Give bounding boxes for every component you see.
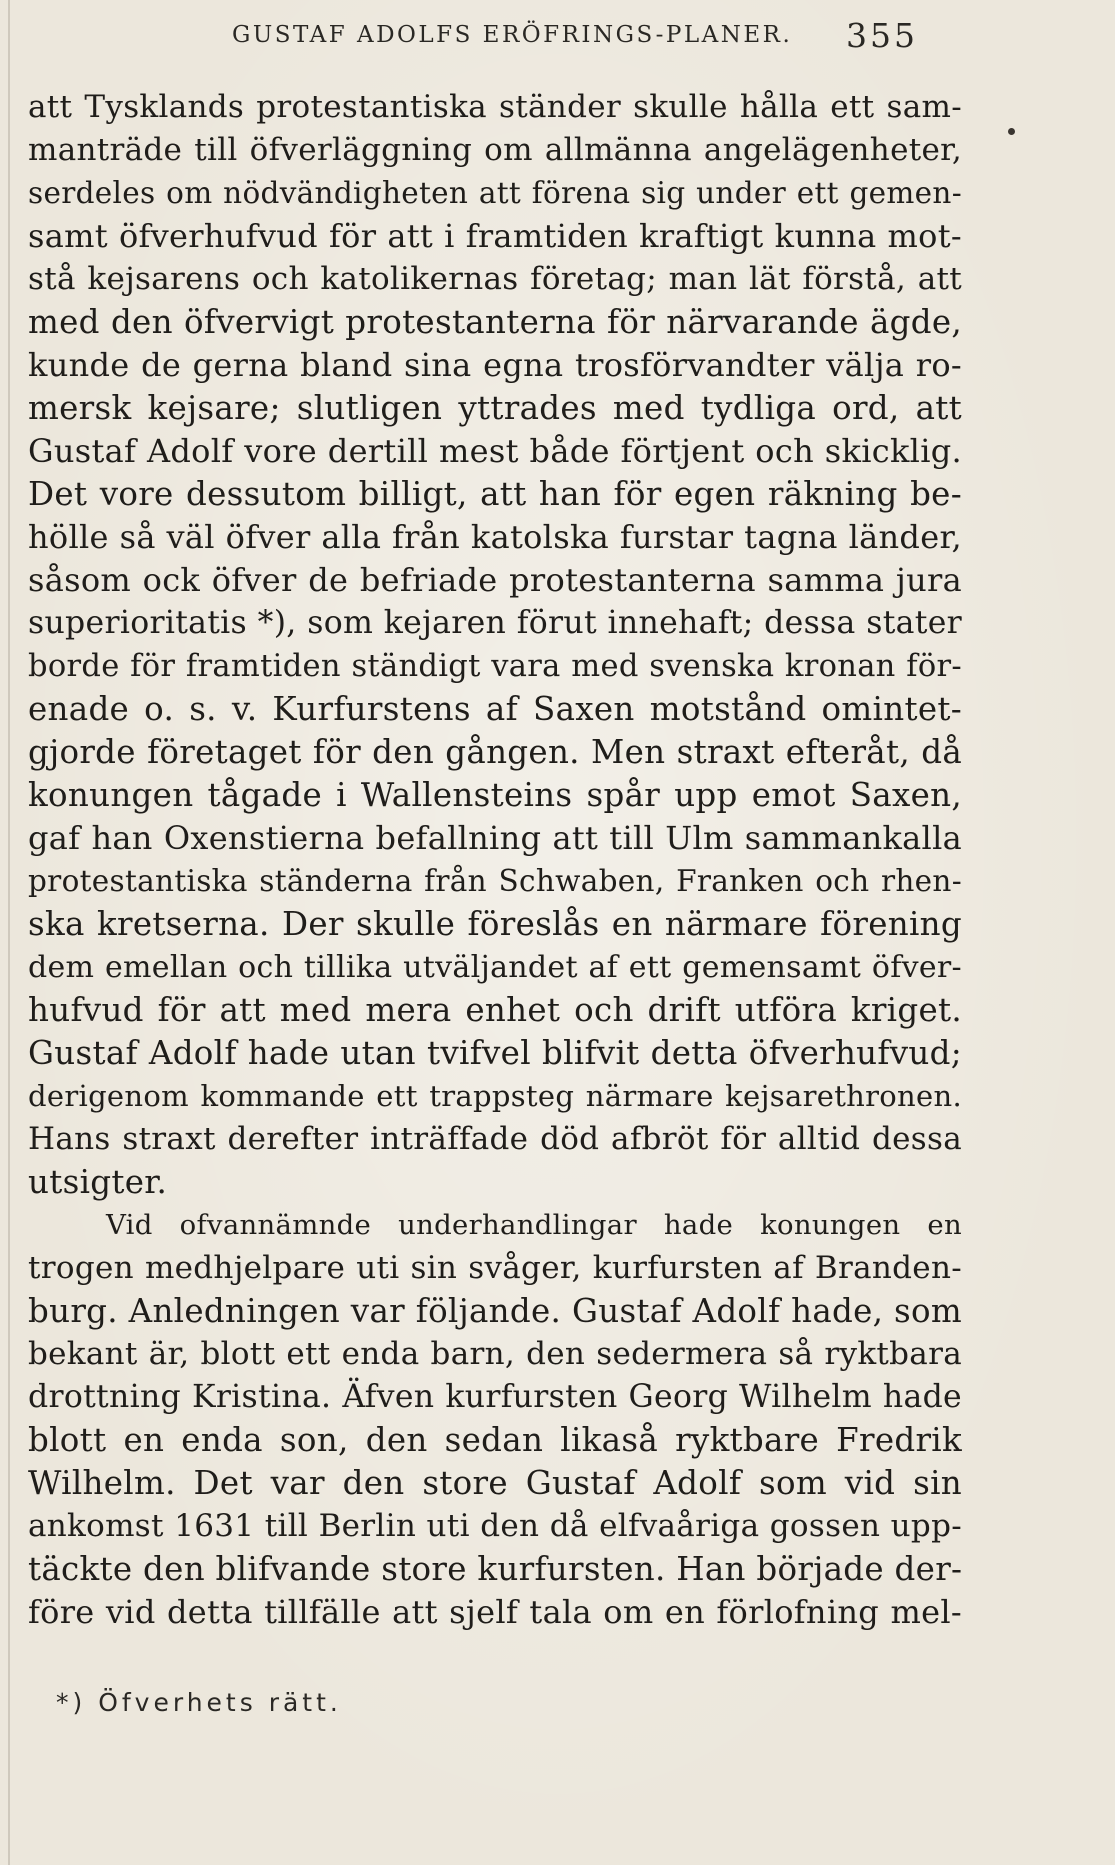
ink-speck: [1008, 128, 1015, 135]
text-line: mersk kejsare; slutligen yttrades med tydliga ord, att: [28, 389, 962, 427]
text-line: Gustaf Adolf hade utan tvifvel blifvit detta öfverhufvud;: [28, 1034, 962, 1072]
text-line: ankomst 1631 till Berlin uti den då elfvaåriga gossen upp-: [28, 1508, 962, 1544]
text-line: superioritatis *), som kejaren förut innehaft; dessa stater: [28, 605, 962, 641]
text-line: stå kejsarens och katolikernas företag; man lät förstå, att: [28, 261, 962, 297]
text-line: med den öfvervigt protestanterna för närvarande ägde,: [28, 303, 962, 341]
text-line: kunde de gerna bland sina egna trosförvandter välja ro-: [28, 346, 962, 384]
text-line: gaf han Oxenstierna befallning att till Ulm sammankalla: [28, 819, 962, 857]
text-line: derigenom kommande ett trappsteg närmare kejsarethronen.: [28, 1079, 962, 1113]
text-line: burg. Anledningen var följande. Gustaf Adolf hade, som: [28, 1292, 962, 1330]
text-line: borde för framtiden ständigt vara med svenska kronan för-: [28, 649, 962, 684]
text-line: konungen tågade i Wallensteins spår upp emot Saxen,: [28, 776, 962, 814]
text-line: dem emellan och tillika utväljandet af ett gemensamt öfver-: [28, 950, 962, 985]
paragraph-end-line: utsigter.: [28, 1163, 168, 1201]
text-line: samt öfverhufvud för att i framtiden kraftigt kunna mot-: [28, 217, 962, 255]
running-head: GUSTAF ADOLFS ERÖFRINGS-PLANER.: [232, 22, 793, 48]
text-line: ska kretserna. Der skulle föreslås en närmare förening: [28, 905, 962, 943]
text-line: såsom ock öfver de befriade protestanterna samma jura: [28, 561, 962, 599]
text-line: serdeles om nödvändigheten att förena sig under ett gemen-: [28, 176, 962, 210]
text-line: hölle så väl öfver alla från katolska furstar tagna länder,: [28, 518, 962, 556]
body-text: [28, 86, 962, 1634]
text-line: protestantiska ständerna från Schwaben, Franken och rhen-: [28, 864, 962, 898]
text-line: Det vore dessutom billigt, att han för egen räkning be-: [28, 475, 962, 513]
text-line: täckte den blifvande store kurfursten. Han började der-: [28, 1550, 963, 1588]
text-line: drottning Kristina. Äfven kurfursten Georg Wilhelm hade: [28, 1379, 962, 1415]
text-line: Gustaf Adolf vore dertill mest både förtjent och skicklig.: [28, 432, 962, 470]
paragraph-start-line: Vid ofvannämnde underhandlingar hade konungen en: [106, 1209, 962, 1241]
text-line: blott en enda son, den sedan likaså ryktbare Fredrik: [28, 1421, 962, 1459]
page-gutter: [8, 0, 10, 1865]
text-line: manträde till öfverläggning om allmänna angelägenheter,: [28, 132, 962, 168]
text-line: hufvud för att med mera enhet och drift utföra kriget.: [28, 991, 962, 1029]
text-line: bekant är, blott ett enda barn, den sedermera så ryktbara: [28, 1336, 962, 1372]
text-line: Hans straxt derefter inträffade död afbröt för alltid dessa: [28, 1121, 962, 1157]
text-line: Wilhelm. Det var den store Gustaf Adolf som vid sin: [28, 1464, 962, 1502]
text-line: enade o. s. v. Kurfurstens af Saxen motstånd omintet-: [28, 690, 962, 728]
text-line: före vid detta tillfälle att sjelf tala om en förlofning mel-: [28, 1593, 962, 1631]
text-line: gjorde företaget för den gången. Men straxt efteråt, då: [28, 733, 962, 771]
text-line: trogen medhjelpare uti sin svåger, kurfursten af Branden-: [28, 1250, 962, 1286]
text-line: att Tysklands protestantiska ständer skulle hålla ett sam-: [28, 89, 962, 125]
page-number: 355: [846, 16, 918, 55]
footnote: *) Öfverhets rätt.: [56, 1688, 342, 1717]
